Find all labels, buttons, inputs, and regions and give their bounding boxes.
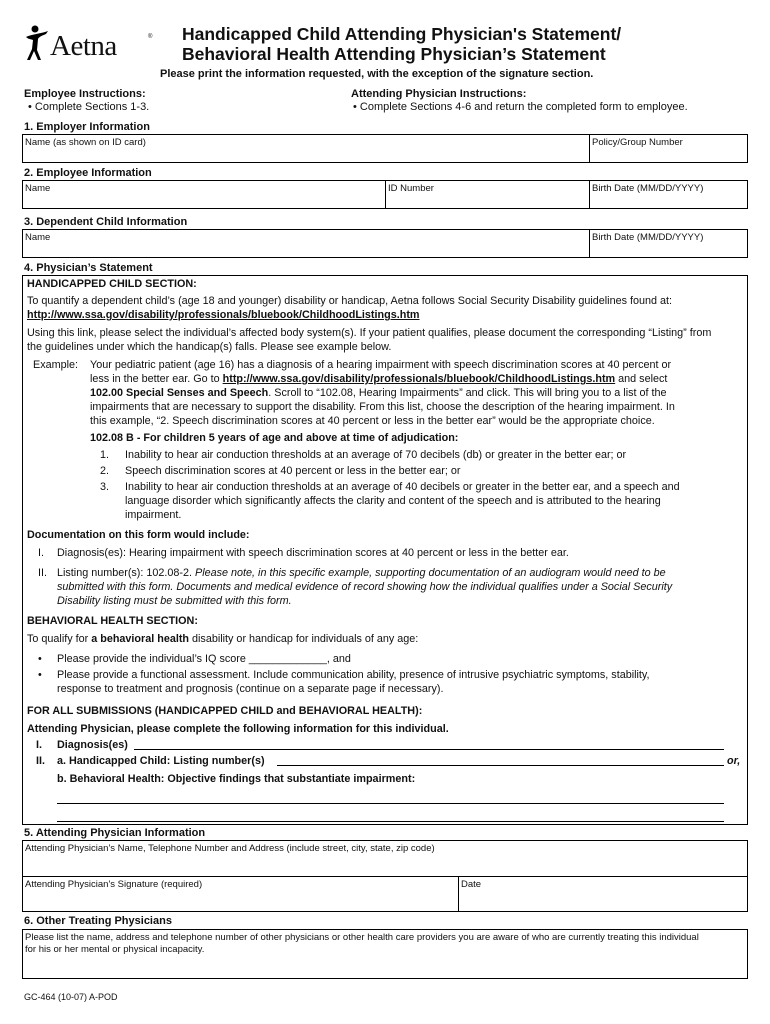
divider bbox=[22, 876, 748, 877]
example-item-1: Inability to hear air conduction thresholds at an average of 70 decibels (db) or greater in the better ear; or bbox=[125, 449, 627, 461]
divider bbox=[385, 180, 386, 209]
example-ssa-link[interactable]: http://www.ssa.gov/disability/professionals/bluebook/ChildhoodListings.htm bbox=[222, 373, 616, 385]
ssa-link[interactable]: http://www.ssa.gov/disability/professionals/bluebook/ChildhoodListings.htm bbox=[27, 309, 420, 321]
section-5-heading: 5. Attending Physician Information bbox=[24, 827, 206, 839]
or-label: or, bbox=[727, 755, 741, 767]
aetna-logo bbox=[24, 22, 154, 62]
example-line-5: this example, “2. Speech discrimination scores at 40 percent or less in the better ear” would be the appropriate choice. bbox=[90, 415, 655, 427]
listing-line[interactable] bbox=[277, 765, 724, 766]
diagnosis-number: I. bbox=[36, 739, 42, 751]
bh-bullet-2a: Please provide a functional assessment. Include communication ability, presence of intrusive psychiatric symptoms, stability, bbox=[57, 669, 650, 681]
employer-name-field[interactable]: Name (as shown on ID card) bbox=[25, 137, 146, 148]
example-item-3-number: 3. bbox=[100, 481, 110, 493]
example-item-2: Speech discrimination scores at 40 percent or less in the better ear; or bbox=[125, 465, 461, 477]
objective-findings-label: b. Behavioral Health: Objective findings that substantiate impairment: bbox=[57, 773, 416, 785]
employee-instructions-heading: Employee Instructions: bbox=[24, 88, 146, 100]
bullet: • bbox=[38, 653, 42, 665]
signature-date-field[interactable]: Date bbox=[461, 879, 482, 890]
listing-number: II. bbox=[36, 755, 45, 767]
employee-id-field[interactable]: ID Number bbox=[388, 183, 434, 194]
other-physicians-text-1: Please list the name, address and telephone number of other physicians or other health care providers you are aware of who are currently treating this individual bbox=[25, 932, 699, 943]
behavioral-health-heading: BEHAVIORAL HEALTH SECTION: bbox=[27, 615, 198, 627]
example-item-3b: language disorder which significantly affects the clarity and content of the speech and is attributed to the hearing bbox=[125, 495, 661, 507]
example-label: Example: bbox=[33, 359, 79, 371]
doc-item-2a: Listing number(s): 102.08-2. Please note, in this specific example, supporting documentation of an audiogram would need to be bbox=[57, 567, 666, 579]
other-physicians-text-2: for his or her mental or physical incapacity. bbox=[25, 944, 205, 955]
section-6-heading: 6. Other Treating Physicians bbox=[24, 915, 172, 927]
aetna-figure-icon bbox=[24, 24, 50, 62]
doc-item-2-number: II. bbox=[38, 567, 47, 579]
all-submissions-instruction: Attending Physician, please complete the following information for this individual. bbox=[27, 723, 449, 735]
example-line-4: impairments that are necessary to support the disability. From this list, choose the description of the hearing impairment. In bbox=[90, 401, 675, 413]
bh-paragraph-1: To qualify for a behavioral health disability or handicap for individuals of any age: bbox=[27, 633, 419, 645]
findings-line-1[interactable] bbox=[57, 803, 724, 804]
policy-number-field[interactable]: Policy/Group Number bbox=[592, 137, 683, 148]
dependent-name-field[interactable]: Name bbox=[25, 232, 51, 243]
bh-bullet-2b: response to treatment and prognosis (continue on a separate page if necessary). bbox=[57, 683, 444, 695]
physician-instructions-heading: Attending Physician Instructions: bbox=[351, 88, 527, 100]
employee-name-field[interactable]: Name bbox=[25, 183, 51, 194]
diagnosis-line[interactable] bbox=[134, 749, 724, 750]
findings-line-2[interactable] bbox=[57, 821, 724, 822]
example-item-3c: impairment. bbox=[125, 509, 182, 521]
divider bbox=[589, 134, 590, 163]
divider bbox=[589, 229, 590, 258]
handicapped-child-heading: HANDICAPPED CHILD SECTION: bbox=[27, 278, 197, 290]
hc-paragraph-2a: Using this link, please select the individual’s affected body system(s). If your patient qualifies, please document the corresponding “Listing” from bbox=[27, 327, 712, 339]
listing-label: a. Handicapped Child: Listing number(s) bbox=[57, 755, 265, 767]
example-line-3: 102.00 Special Senses and Speech. Scroll to “102.08, Hearing Impairments” and click. This will bring you to a list of the bbox=[90, 387, 667, 399]
form-subtitle: Please print the information requested, with the exception of the signature section. bbox=[160, 68, 594, 80]
form-code: GC-464 (10-07) A-POD bbox=[24, 992, 118, 1002]
diagnosis-label: Diagnosis(es) bbox=[57, 739, 128, 751]
title-line-2: Behavioral Health Attending Physician’s Statement bbox=[182, 44, 606, 64]
all-submissions-heading: FOR ALL SUBMISSIONS (HANDICAPPED CHILD and BEHAVIORAL HEALTH): bbox=[27, 705, 423, 717]
doc-item-1-number: I. bbox=[38, 547, 44, 559]
iq-score-field[interactable]: _____________ bbox=[248, 653, 327, 665]
form-title bbox=[182, 24, 621, 64]
bullet: • bbox=[38, 669, 42, 681]
example-line-1: Your pediatric patient (age 16) has a diagnosis of a hearing impairment with speech discrimination scores at 40 percent or bbox=[90, 359, 672, 371]
physician-instructions-item: • Complete Sections 4-6 and return the completed form to employee. bbox=[353, 101, 688, 113]
title-line-1: Handicapped Child Attending Physician's Statement/ bbox=[182, 24, 622, 44]
example-subheading: 102.08 B - For children 5 years of age and above at time of adjudication: bbox=[90, 432, 459, 444]
physician-signature-field[interactable]: Attending Physician's Signature (required) bbox=[25, 879, 203, 890]
dependent-birth-date-field[interactable]: Birth Date (MM/DD/YYYY) bbox=[592, 232, 704, 243]
section-4-heading: 4. Physician’s Statement bbox=[24, 262, 153, 274]
employee-instructions-item: • Complete Sections 1-3. bbox=[28, 101, 150, 113]
example-item-2-number: 2. bbox=[100, 465, 110, 477]
section-2-heading: 2. Employee Information bbox=[24, 167, 152, 179]
example-line-2: less in the better ear. Go to http://www.ssa.gov/disability/professionals/bluebook/ChildhoodListings.htm and select bbox=[90, 373, 668, 385]
bh-bullet-1: Please provide the individual’s IQ score _____________, and bbox=[57, 653, 351, 665]
registered-mark: ® bbox=[148, 34, 153, 40]
doc-item-2c: submitted with this form. Documents and medical evidence of record showing how the individual qualifies under a Social Security bbox=[57, 581, 673, 593]
divider bbox=[458, 876, 459, 912]
section-1-heading: 1. Employer Information bbox=[24, 121, 150, 133]
hc-paragraph-1: To quantify a dependent child’s (age 18 and younger) disability or handicap, Aetna follows Social Security Disability guidelines found at: bbox=[27, 295, 673, 307]
divider bbox=[589, 180, 590, 209]
doc-item-2d: Disability listing must be submitted with this form. bbox=[57, 595, 292, 607]
employee-birth-date-field[interactable]: Birth Date (MM/DD/YYYY) bbox=[592, 183, 704, 194]
logo-wordmark: Aetna bbox=[50, 30, 117, 62]
documentation-heading: Documentation on this form would include: bbox=[27, 529, 250, 541]
hc-paragraph-2b: the guidelines under which the handicap(s) falls. Please see example below. bbox=[27, 341, 392, 353]
physician-name-address-field[interactable]: Attending Physician's Name, Telephone Number and Address (include street, city, state, zip code) bbox=[25, 843, 435, 854]
section-3-heading: 3. Dependent Child Information bbox=[24, 216, 188, 228]
doc-item-1: Diagnosis(es): Hearing impairment with speech discrimination scores at 40 percent or less in the better ear. bbox=[57, 547, 569, 559]
example-item-3a: Inability to hear air conduction thresholds at an average of 40 decibels or greater in the better ear, and a speech and bbox=[125, 481, 680, 493]
example-item-1-number: 1. bbox=[100, 449, 110, 461]
